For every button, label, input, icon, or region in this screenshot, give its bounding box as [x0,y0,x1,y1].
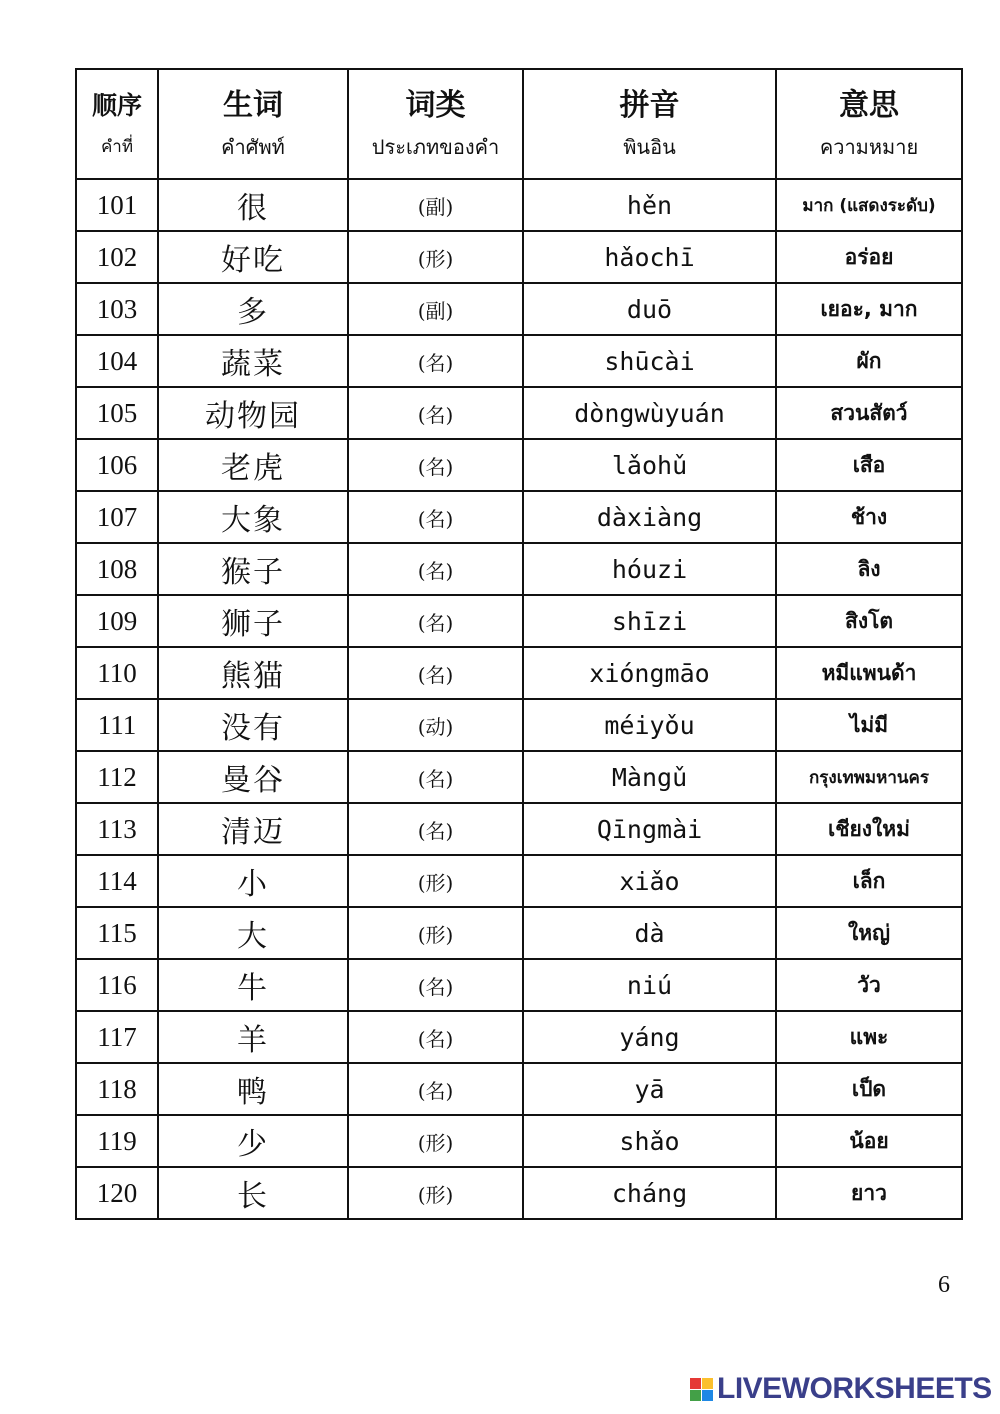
table-row [76,1063,962,1115]
table-row [76,1115,962,1167]
table-row [76,855,962,907]
row-word: 动物园 [158,387,348,439]
row-number: 118 [76,1063,158,1115]
header-number-th: คำที่ [100,137,134,157]
row-pos: (形) [348,1167,523,1219]
row-word: 多 [158,283,348,335]
table-row [76,283,962,335]
header-pos-th: ประเภทของคำ [371,135,500,159]
row-pinyin: shīzi [523,595,776,647]
row-word: 蔬菜 [158,335,348,387]
row-number: 101 [76,179,158,231]
row-word: 好吃 [158,231,348,283]
row-pos: (名) [348,803,523,855]
page-number: 6 [938,1272,950,1298]
row-meaning: ยาว [776,1167,962,1219]
row-meaning: เล็ก [776,855,962,907]
row-pos: (名) [348,439,523,491]
row-pos: (形) [348,231,523,283]
row-pinyin: dòngwùyuán [523,387,776,439]
row-pinyin: lǎohǔ [523,439,776,491]
row-meaning: เป็ด [776,1063,962,1115]
table-row [76,751,962,803]
row-number: 105 [76,387,158,439]
row-pinyin: méiyǒu [523,699,776,751]
header-word-zh: 生词 [223,88,283,123]
logo-square-green [690,1390,701,1401]
row-meaning: ลิง [776,543,962,595]
row-pinyin: hóuzi [523,543,776,595]
table-row [76,231,962,283]
header-meaning [776,69,962,179]
row-word: 很 [158,179,348,231]
table-row [76,907,962,959]
header-pos [348,69,523,179]
table-row [76,387,962,439]
row-word: 少 [158,1115,348,1167]
row-word: 大象 [158,491,348,543]
table-row [76,595,962,647]
row-pinyin: yā [523,1063,776,1115]
row-pinyin: dà [523,907,776,959]
row-number: 120 [76,1167,158,1219]
row-meaning: วัว [776,959,962,1011]
row-word: 小 [158,855,348,907]
row-number: 116 [76,959,158,1011]
table-row [76,959,962,1011]
liveworksheets-brand[interactable] [690,1372,992,1406]
table-row [76,179,962,231]
row-pos: (名) [348,1063,523,1115]
table-row [76,543,962,595]
row-pos: (动) [348,699,523,751]
row-pinyin: hěn [523,179,776,231]
row-pos: (形) [348,907,523,959]
row-pos: (形) [348,855,523,907]
row-number: 113 [76,803,158,855]
row-meaning: แพะ [776,1011,962,1063]
row-meaning: สิงโต [776,595,962,647]
row-pinyin: duō [523,283,776,335]
header-word [158,69,348,179]
row-meaning: เยอะ, มาก [776,283,962,335]
row-pos: (名) [348,387,523,439]
table-header [76,69,962,179]
table-row [76,335,962,387]
header-number [76,69,158,179]
header-pinyin-zh: 拼音 [619,88,680,123]
row-number: 119 [76,1115,158,1167]
row-number: 109 [76,595,158,647]
row-meaning: เสือ [776,439,962,491]
row-number: 108 [76,543,158,595]
row-number: 107 [76,491,158,543]
table-row [76,1167,962,1219]
header-pos-zh: 词类 [405,88,466,123]
row-pos: (名) [348,1011,523,1063]
row-pos: (副) [348,283,523,335]
row-meaning: หมีแพนด้า [776,647,962,699]
header-meaning-zh: 意思 [839,88,899,123]
row-number: 112 [76,751,158,803]
vocabulary-table [75,68,963,1220]
row-pinyin: shǎo [523,1115,776,1167]
row-number: 114 [76,855,158,907]
row-pinyin: hǎochī [523,231,776,283]
row-word: 老虎 [158,439,348,491]
row-word: 清迈 [158,803,348,855]
header-pinyin-th: พินอิน [623,135,676,159]
row-word: 熊猫 [158,647,348,699]
row-pos: (形) [348,1115,523,1167]
row-meaning: น้อย [776,1115,962,1167]
row-meaning: มาก (แสดงระดับ) [776,179,962,231]
row-meaning: สวนสัตว์ [776,387,962,439]
row-number: 115 [76,907,158,959]
logo-square-red [690,1378,701,1389]
row-word: 牛 [158,959,348,1011]
row-pos: (名) [348,751,523,803]
row-word: 没有 [158,699,348,751]
table-body [76,179,962,1219]
table-row [76,439,962,491]
header-pinyin [523,69,776,179]
table-row [76,803,962,855]
row-pos: (名) [348,491,523,543]
row-word: 狮子 [158,595,348,647]
row-number: 106 [76,439,158,491]
brand-text: LIVEWORKSHEETS [717,1372,992,1405]
table-row [76,699,962,751]
row-meaning: เชียงใหม่ [776,803,962,855]
table-row [76,1011,962,1063]
table-row [76,491,962,543]
row-pinyin: xióngmāo [523,647,776,699]
row-pos: (名) [348,647,523,699]
logo-square-yellow [702,1378,713,1389]
row-word: 长 [158,1167,348,1219]
row-word: 猴子 [158,543,348,595]
header-word-th: คำศัพท์ [221,135,285,159]
row-number: 110 [76,647,158,699]
row-pos: (名) [348,595,523,647]
row-meaning: ช้าง [776,491,962,543]
row-pos: (副) [348,179,523,231]
header-number-zh: 顺序 [91,91,142,120]
row-meaning: กรุงเทพมหานคร [776,751,962,803]
row-pinyin: dàxiàng [523,491,776,543]
row-pinyin: yáng [523,1011,776,1063]
row-pinyin: niú [523,959,776,1011]
row-number: 102 [76,231,158,283]
row-meaning: อร่อย [776,231,962,283]
liveworksheets-logo-icon [690,1378,713,1401]
row-pinyin: shūcài [523,335,776,387]
row-pos: (名) [348,335,523,387]
row-number: 111 [76,699,158,751]
row-pinyin: Màngǔ [523,751,776,803]
row-number: 117 [76,1011,158,1063]
row-pinyin: cháng [523,1167,776,1219]
logo-square-blue [702,1390,713,1401]
row-meaning: ผัก [776,335,962,387]
row-meaning: ใหญ่ [776,907,962,959]
row-meaning: ไม่มี [776,699,962,751]
row-word: 羊 [158,1011,348,1063]
row-number: 103 [76,283,158,335]
row-pinyin: xiǎo [523,855,776,907]
row-pos: (名) [348,543,523,595]
row-word: 鸭 [158,1063,348,1115]
table-row [76,647,962,699]
row-word: 大 [158,907,348,959]
row-pinyin: Qīngmài [523,803,776,855]
row-pos: (名) [348,959,523,1011]
row-number: 104 [76,335,158,387]
header-meaning-th: ความหมาย [819,135,919,159]
row-word: 曼谷 [158,751,348,803]
